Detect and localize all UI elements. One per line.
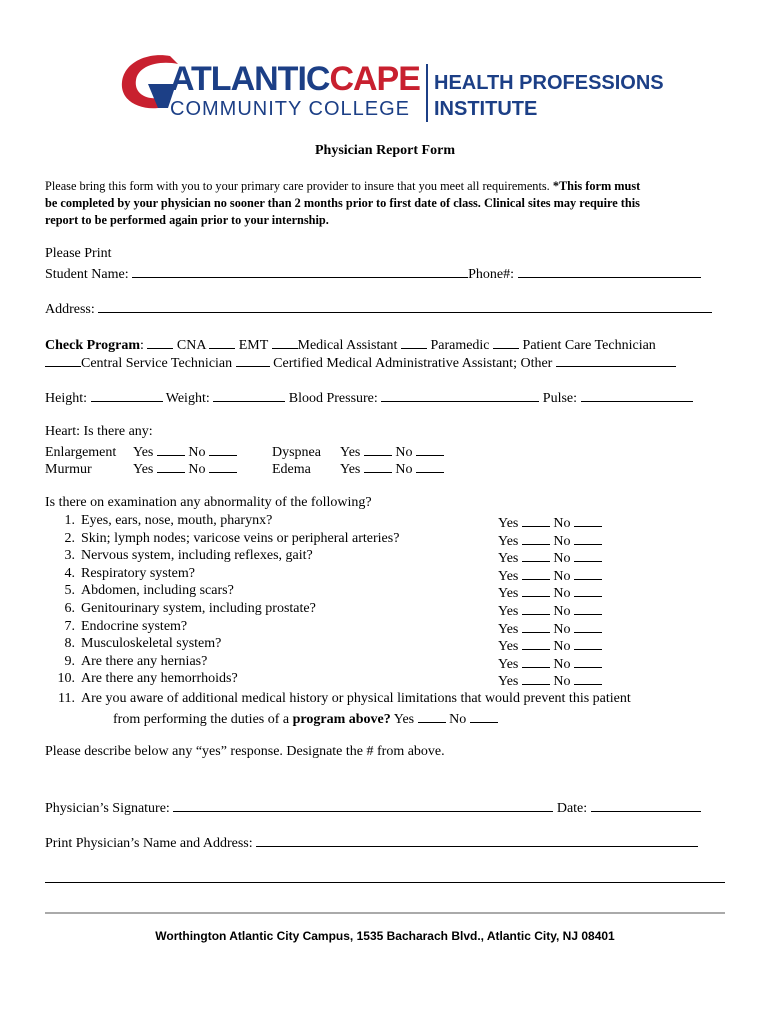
exam-item-yes-no	[498, 513, 602, 532]
logo-atlantic-cape: ATLANTICCAPE	[170, 60, 420, 98]
paramedic-checkbox[interactable]	[401, 335, 427, 349]
cmaa-label: Certified Medical Administrative Assistant; Other	[273, 356, 553, 371]
yes-label: Yes	[498, 551, 519, 567]
extra-line[interactable]	[45, 882, 725, 883]
yes-label: Yes	[393, 712, 415, 727]
college-logo	[118, 44, 664, 126]
yes-label: Yes	[498, 639, 519, 655]
emt-label: EMT	[238, 338, 268, 353]
edema-label: Edema	[272, 462, 311, 477]
item-11-yes[interactable]	[418, 709, 446, 723]
dyspnea-no[interactable]	[416, 442, 444, 456]
exam-item	[49, 636, 221, 652]
signature-label: Physician’s Signature:	[45, 801, 170, 816]
patient-care-tech-checkbox[interactable]	[493, 335, 519, 349]
height-field[interactable]	[91, 388, 163, 402]
logo-health-professions: HEALTH PROFESSIONS	[434, 72, 664, 94]
signature-row	[45, 798, 701, 817]
yes-label: Yes	[498, 621, 519, 637]
no-label: No	[553, 551, 571, 567]
logo-institute: INSTITUTE	[434, 98, 538, 120]
item-number: 7.	[64, 618, 75, 634]
item-text: Musculoskeletal system?	[81, 636, 222, 652]
exam-yes-field[interactable]	[522, 531, 550, 545]
logo-community-college: COMMUNITY COLLEGE	[170, 98, 410, 120]
exam-item-yes-no	[498, 654, 602, 673]
exam-yes-field[interactable]	[522, 671, 550, 685]
exam-item	[49, 654, 207, 670]
exam-yes-field[interactable]	[522, 583, 550, 597]
exam-item-yes-no	[498, 531, 602, 550]
item-text: Respiratory system?	[81, 565, 195, 581]
exam-yes-field[interactable]	[522, 619, 550, 633]
item-text: Abdomen, including scars?	[81, 583, 234, 599]
item-number: 11.	[58, 691, 75, 706]
date-field[interactable]	[591, 798, 701, 812]
describe-instruction: Please describe below any “yes” response. Designate the # from above.	[45, 744, 445, 759]
intro-line-3: report to be performed again prior to your internship.	[45, 213, 329, 227]
exam-yes-field[interactable]	[522, 513, 550, 527]
yes-label: Yes	[133, 462, 154, 477]
item-number: 1.	[64, 513, 75, 528]
footer-divider	[45, 912, 725, 914]
enlargement-no[interactable]	[209, 442, 237, 456]
exam-item	[49, 601, 316, 617]
item-number: 8.	[64, 636, 75, 652]
item-number: 10.	[57, 671, 75, 687]
check-program-row-2	[45, 353, 676, 372]
exam-item	[49, 531, 399, 547]
edema-yes[interactable]	[364, 459, 392, 473]
exam-item	[49, 513, 272, 529]
address-label: Address:	[45, 302, 95, 317]
item-text: Are there any hernias?	[81, 653, 208, 669]
exam-yes-field[interactable]	[522, 548, 550, 562]
item-number: 4.	[64, 565, 75, 581]
check-program-row-1: Check Program: CNA EMT Medical Assistant Paramedic Patient Care Technician	[45, 335, 656, 354]
item-text: Eyes, ears, nose, mouth, pharynx?	[81, 513, 273, 528]
exam-item-11-line-2	[113, 709, 498, 728]
no-label: No	[553, 604, 571, 619]
edema-row	[272, 459, 444, 478]
item-number: 2.	[64, 530, 75, 546]
patient-care-tech-label: Patient Care Technician	[522, 338, 656, 353]
no-label: No	[188, 445, 206, 460]
item-11-no[interactable]	[470, 709, 498, 723]
program-above-text: program above?	[292, 712, 391, 727]
exam-no-field[interactable]	[574, 636, 602, 650]
exam-no-field[interactable]	[574, 531, 602, 545]
exam-item	[49, 671, 238, 687]
no-label: No	[449, 712, 467, 727]
item-text: Are you aware of additional medical history or physical limitations that would prevent this patient	[81, 691, 631, 706]
vitals-row	[45, 388, 693, 407]
address-row	[45, 299, 712, 318]
no-label: No	[395, 445, 413, 460]
phone-label: Phone#:	[468, 267, 514, 282]
exam-no-field[interactable]	[574, 566, 602, 580]
yes-label: Yes	[498, 674, 519, 690]
exam-item-yes-no	[498, 671, 602, 690]
no-label: No	[553, 674, 571, 690]
item-text: Are there any hemorrhoids?	[81, 671, 238, 687]
central-service-checkbox[interactable]	[45, 353, 81, 367]
no-label: No	[553, 586, 571, 602]
exam-yes-field[interactable]	[522, 601, 550, 615]
phone-field[interactable]	[518, 264, 701, 278]
medical-assistant-label: Medical Assistant	[297, 338, 398, 353]
student-name-field[interactable]	[132, 264, 468, 278]
no-label: No	[553, 621, 571, 637]
exam-yes-field[interactable]	[522, 566, 550, 580]
exam-item-yes-no	[498, 619, 602, 638]
dyspnea-label: Dyspnea	[272, 445, 321, 460]
pulse-field[interactable]	[581, 388, 693, 402]
weight-field[interactable]	[213, 388, 285, 402]
exam-no-field[interactable]	[574, 671, 602, 685]
print-name-row	[45, 833, 698, 852]
no-label: No	[553, 568, 571, 584]
address-field[interactable]	[98, 299, 712, 313]
exam-item	[49, 583, 234, 599]
exam-item	[49, 548, 313, 564]
enlargement-label: Enlargement	[45, 445, 117, 460]
murmur-no[interactable]	[209, 459, 237, 473]
heart-heading: Heart: Is there any:	[45, 424, 153, 439]
pulse-label: Pulse:	[542, 391, 578, 406]
dyspnea-yes[interactable]	[364, 442, 392, 456]
item-text: from performing the duties of a	[113, 712, 293, 727]
exam-no-field[interactable]	[574, 583, 602, 597]
check-program-label: Check Program	[45, 338, 140, 353]
cmaa-checkbox[interactable]	[236, 353, 270, 367]
cna-label: CNA	[176, 338, 206, 353]
yes-label: Yes	[498, 568, 519, 584]
exam-item-yes-no	[498, 566, 602, 585]
murmur-label: Murmur	[45, 462, 92, 477]
item-text: Endocrine system?	[81, 618, 188, 634]
print-name-label: Print Physician’s Name and Address:	[45, 836, 253, 851]
no-label: No	[553, 656, 571, 672]
murmur-yes[interactable]	[157, 459, 185, 473]
edema-no[interactable]	[416, 459, 444, 473]
medical-assistant-checkbox[interactable]	[272, 335, 298, 349]
date-label: Date:	[556, 801, 588, 816]
weight-label: Weight:	[165, 391, 210, 406]
paramedic-label: Paramedic	[430, 338, 490, 353]
footer-address: Worthington Atlantic City Campus, 1535 Bacharach Blvd., Atlantic City, NJ 08401	[155, 929, 615, 943]
yes-label: Yes	[498, 533, 519, 549]
enlargement-yes[interactable]	[157, 442, 185, 456]
item-text: Skin; lymph nodes; varicose veins or peripheral arteries?	[81, 530, 400, 546]
item-text: Nervous system, including reflexes, gait?	[81, 548, 313, 564]
exam-heading: Is there on examination any abnormality of the following?	[45, 495, 372, 510]
exam-yes-field[interactable]	[522, 636, 550, 650]
no-label: No	[188, 462, 206, 477]
item-text: Genitourinary system, including prostate?	[81, 601, 316, 616]
no-label: No	[553, 639, 571, 655]
yes-label: Yes	[498, 516, 519, 531]
exam-no-field[interactable]	[574, 601, 602, 615]
no-label: No	[553, 516, 571, 531]
central-service-label: Central Service Technician	[81, 356, 233, 371]
exam-item-yes-no	[498, 583, 602, 602]
no-label: No	[395, 462, 413, 477]
exam-item-yes-no	[498, 548, 602, 567]
exam-no-field[interactable]	[574, 619, 602, 633]
please-print-label: Please Print	[45, 246, 112, 261]
height-label: Height:	[45, 391, 87, 406]
exam-item-11-line-1	[49, 691, 631, 707]
item-number: 6.	[64, 601, 75, 616]
logo-divider	[426, 64, 428, 122]
form-title: Physician Report Form	[315, 143, 455, 158]
student-name-label: Student Name:	[45, 267, 129, 282]
yes-label: Yes	[340, 445, 361, 460]
exam-no-field[interactable]	[574, 548, 602, 562]
exam-item	[49, 619, 187, 635]
exam-no-field[interactable]	[574, 513, 602, 527]
yes-label: Yes	[133, 445, 154, 460]
exam-item-yes-no	[498, 601, 602, 620]
item-number: 3.	[64, 548, 75, 564]
item-number: 5.	[64, 583, 75, 599]
other-field[interactable]	[556, 353, 676, 367]
yes-label: Yes	[498, 656, 519, 672]
blood-pressure-field[interactable]	[381, 388, 539, 402]
intro-line-2: be completed by your physician no sooner than 2 months prior to first date of class. Clinical sites may require this	[45, 196, 640, 210]
signature-field[interactable]	[173, 798, 553, 812]
emt-checkbox[interactable]	[209, 335, 235, 349]
murmur-row	[45, 459, 237, 478]
yes-label: Yes	[340, 462, 361, 477]
intro-line-1: Please bring this form with you to your primary care provider to insure that you meet all requirements. *This form must	[45, 179, 641, 193]
blood-pressure-label: Blood Pressure:	[288, 391, 378, 406]
exam-no-field[interactable]	[574, 654, 602, 668]
exam-item	[49, 566, 195, 582]
item-number: 9.	[64, 653, 75, 669]
yes-label: Yes	[498, 586, 519, 602]
yes-label: Yes	[498, 604, 519, 619]
student-name-row	[45, 264, 701, 283]
exam-item-yes-no	[498, 636, 602, 655]
print-name-field[interactable]	[256, 833, 698, 847]
exam-yes-field[interactable]	[522, 654, 550, 668]
no-label: No	[553, 533, 571, 549]
cna-checkbox[interactable]	[147, 335, 173, 349]
